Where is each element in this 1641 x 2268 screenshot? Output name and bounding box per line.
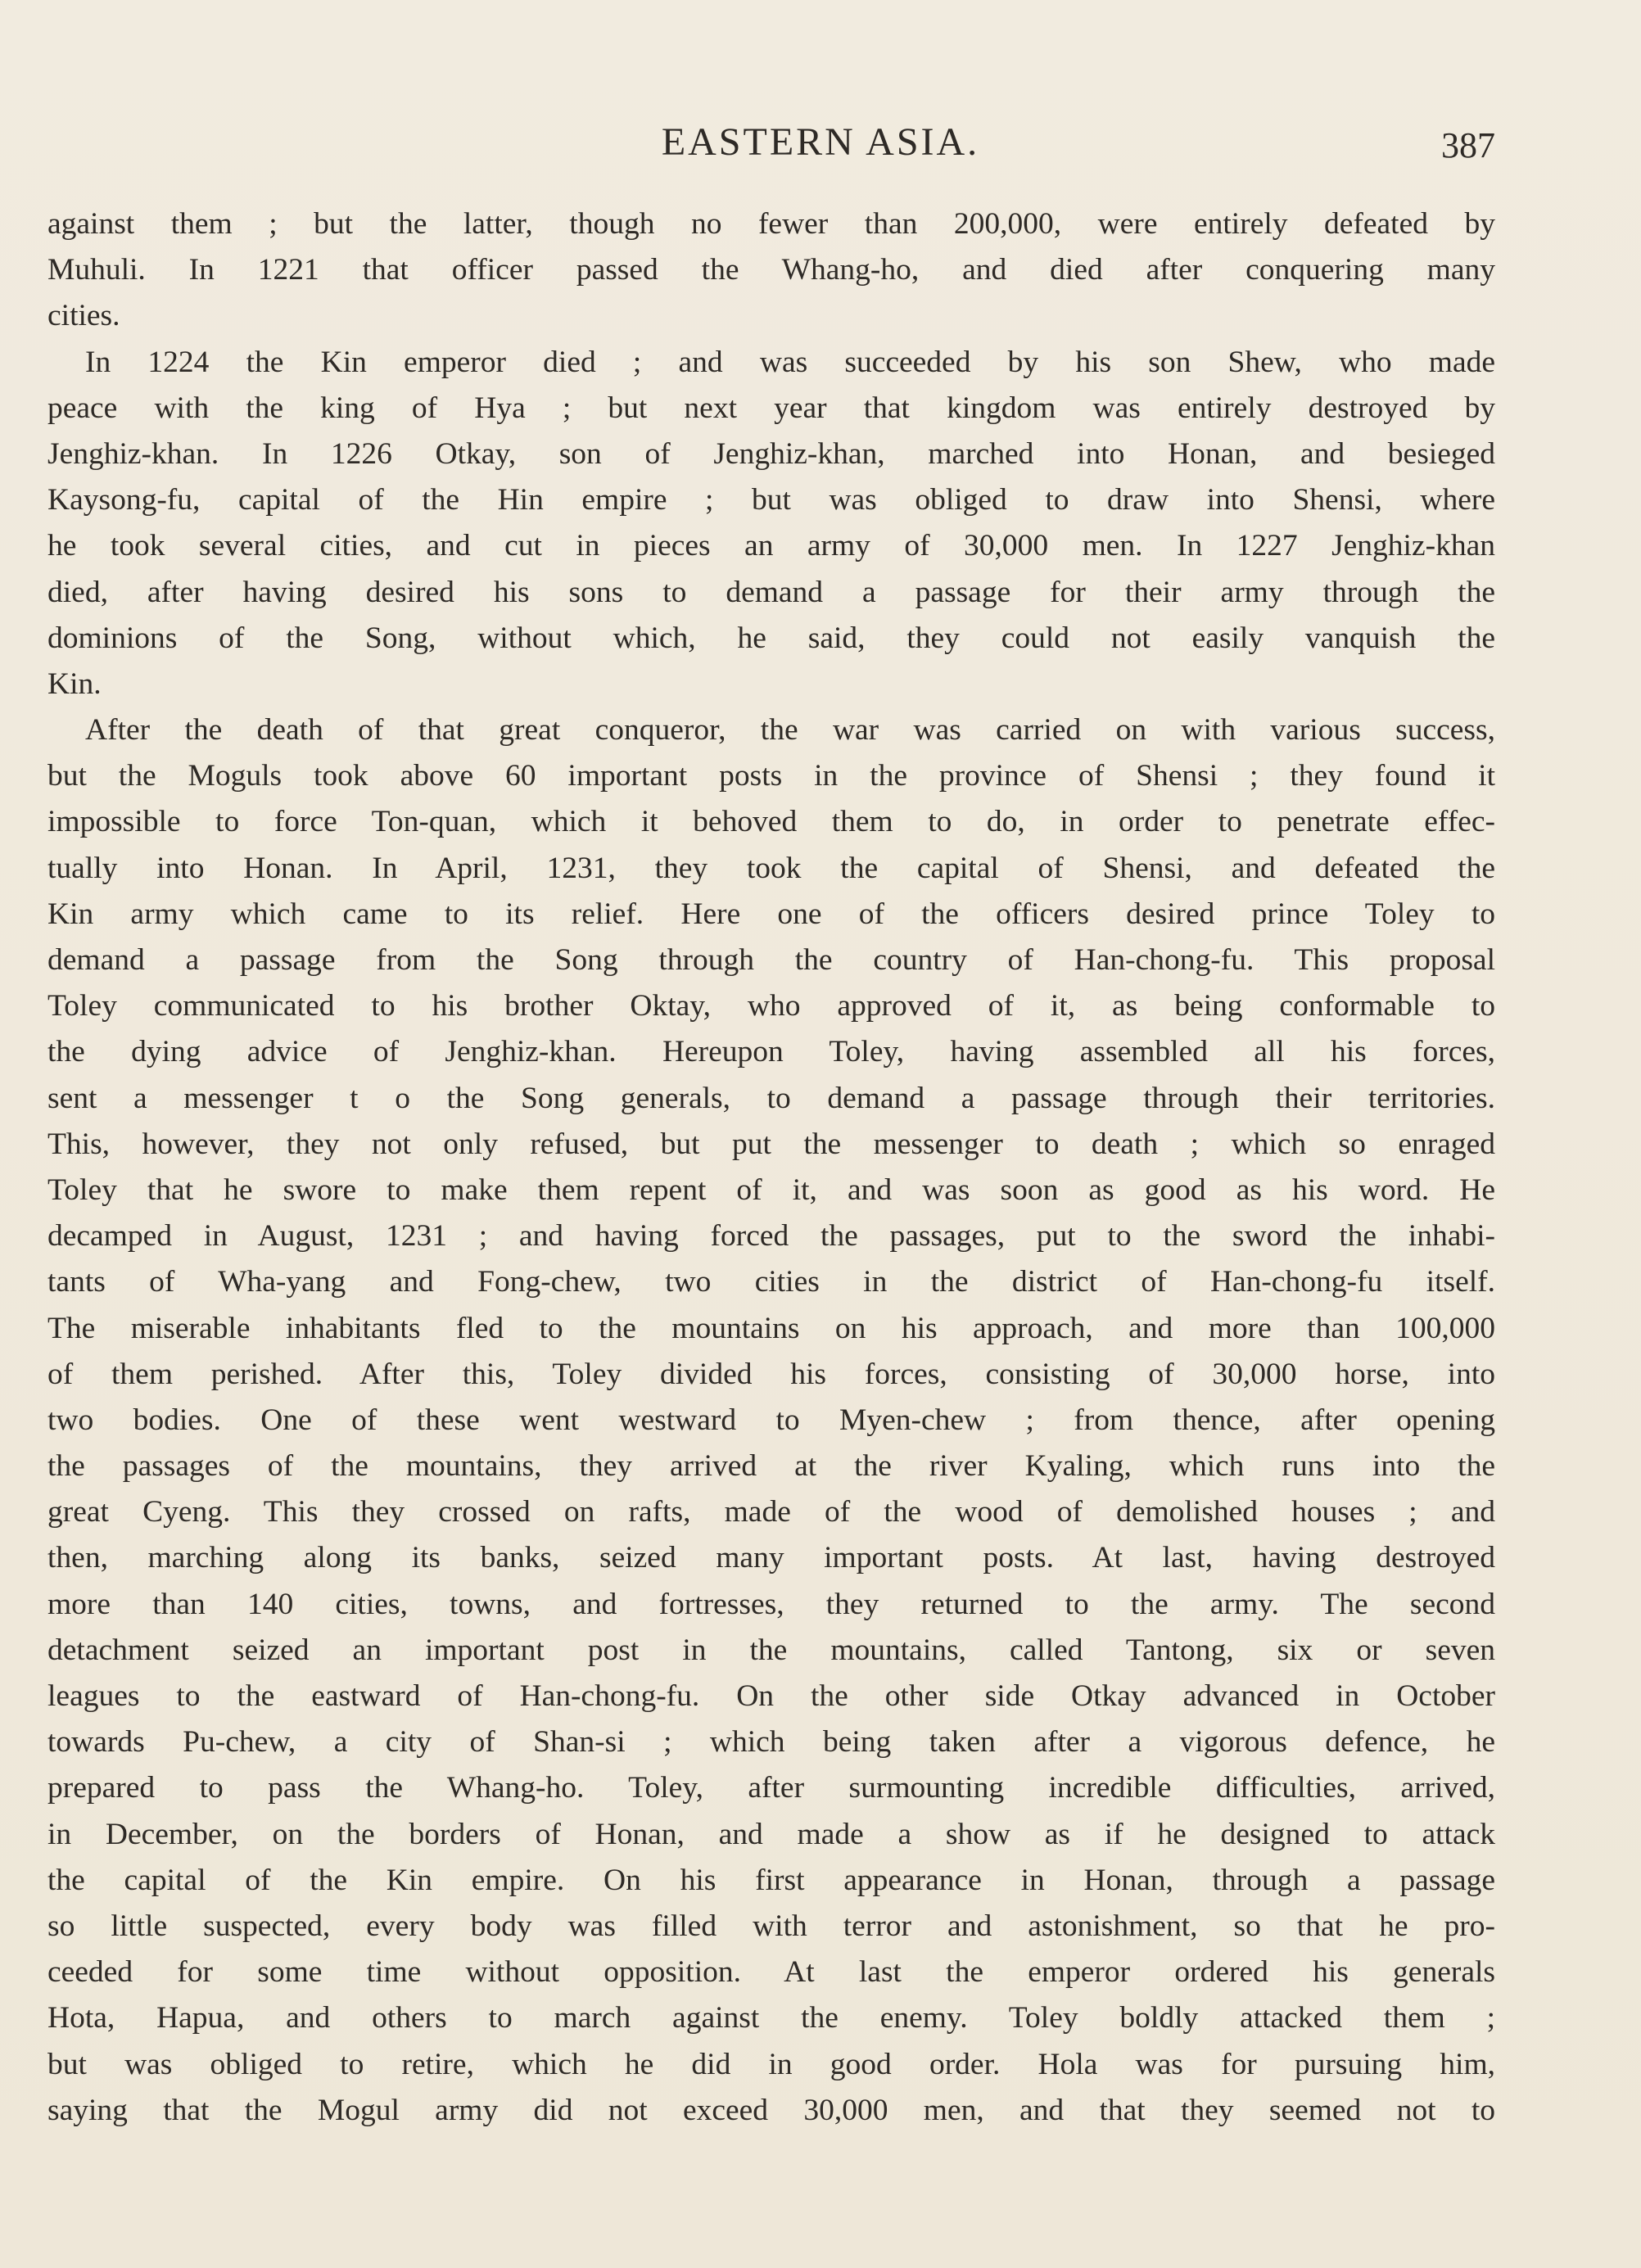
text-line: leagues to the eastward of Han-chong-fu. On the other side Otkay advanced in October [47, 1679, 1495, 1713]
text-line: decamped in August, 1231 ; and having forced the passages, put to the sword the inhabi- [47, 1219, 1495, 1254]
text-line: Muhuli. In 1221 that officer passed the Whang-ho, and died after conquering many [47, 253, 1495, 287]
text-line: two bodies. One of these went westward to Myen-chew ; from thence, after opening [47, 1403, 1495, 1437]
text-line: dominions of the Song, without which, he said, they could not easily vanquish the [47, 621, 1495, 655]
text-line: tants of Wha-yang and Fong-chew, two cities in the district of Han-chong-fu itself. [47, 1265, 1495, 1299]
text-line: against them ; but the latter, though no fewer than 200,000, were entirely defeated by [47, 207, 1495, 241]
text-line: then, marching along its banks, seized many important posts. At last, having destroyed [47, 1541, 1495, 1575]
text-line: Kin army which came to its relief. Here one of the officers desired prince Toley to [47, 897, 1495, 931]
paragraph-3 [47, 707, 1495, 2134]
text-line: detachment seized an important post in the mountains, called Tantong, six or seven [47, 1633, 1495, 1667]
text-line: demand a passage from the Song through the country of Han-chong-fu. This proposal [47, 943, 1495, 977]
running-title: EASTERN ASIA. [661, 120, 980, 164]
paragraph-2 [47, 340, 1495, 708]
text-line: In 1224 the Kin emperor died ; and was succeeded by his son Shew, who made [85, 345, 1495, 379]
text-line: Kin. [47, 666, 102, 701]
text-line: died, after having desired his sons to demand a passage for their army through the [47, 575, 1495, 609]
text-line: of them perished. After this, Toley divided his forces, consisting of 30,000 horse, into [47, 1357, 1495, 1391]
text-line: cities. [47, 299, 120, 333]
text-line: impossible to force Ton-quan, which it behoved them to do, in order to penetrate effec- [47, 805, 1495, 839]
text-line: sent a messenger t o the Song generals, to demand a passage through their territories. [47, 1081, 1495, 1115]
text-line: so little suspected, every body was filled with terror and astonishment, so that he pro- [47, 1909, 1495, 1943]
text-line: saying that the Mogul army did not exceed 30,000 men, and that they seemed not to [47, 2093, 1495, 2127]
text-line: prepared to pass the Whang-ho. Toley, after surmounting incredible difficulties, arrived, [47, 1771, 1495, 1805]
text-line: towards Pu-chew, a city of Shan-si ; which being taken after a vigorous defence, he [47, 1725, 1495, 1760]
text-line: great Cyeng. This they crossed on rafts, made of the wood of demolished houses ; and [47, 1495, 1495, 1529]
text-line: the passages of the mountains, they arrived at the river Kyaling, which runs into the [47, 1449, 1495, 1484]
text-line: Toley communicated to his brother Oktay, who approved of it, as being conformable to [47, 989, 1495, 1023]
text-line: the capital of the Kin empire. On his first appearance in Honan, through a passage [47, 1863, 1495, 1897]
text-line: he took several cities, and cut in pieces an army of 30,000 men. In 1227 Jenghiz-khan [47, 529, 1495, 563]
text-line: The miserable inhabitants fled to the mountains on his approach, and more than 100,000 [47, 1311, 1495, 1345]
text-line: Kaysong-fu, capital of the Hin empire ; but was obliged to draw into Shensi, where [47, 483, 1495, 517]
text-line: but was obliged to retire, which he did in good order. Hola was for pursuing him, [47, 2047, 1495, 2081]
text-line: ceeded for some time without opposition. At last the emperor ordered his generals [47, 1955, 1495, 1990]
body-text [47, 201, 1495, 2134]
text-line: in December, on the borders of Honan, and made a show as if he designed to attack [47, 1817, 1495, 1851]
text-line: Jenghiz-khan. In 1226 Otkay, son of Jenghiz-khan, marched into Honan, and besieged [47, 436, 1495, 471]
text-line: After the death of that great conqueror, the war was carried on with various success, [85, 713, 1495, 748]
page-number: 387 [1441, 125, 1495, 165]
text-line: Hota, Hapua, and others to march against the enemy. Toley boldly attacked them ; [47, 2001, 1495, 2035]
running-head [0, 120, 1641, 169]
text-line: peace with the king of Hya ; but next year that kingdom was entirely destroyed by [47, 391, 1495, 425]
paragraph-1 [47, 201, 1495, 340]
text-line: more than 140 cities, towns, and fortresses, they returned to the army. The second [47, 1587, 1495, 1621]
text-line: This, however, they not only refused, but put the messenger to death ; which so enraged [47, 1127, 1495, 1161]
text-line: Toley that he swore to make them repent of it, and was soon as good as his word. He [47, 1172, 1495, 1207]
text-line: but the Moguls took above 60 important posts in the province of Shensi ; they found it [47, 759, 1495, 793]
text-line: tually into Honan. In April, 1231, they took the capital of Shensi, and defeated the [47, 851, 1495, 885]
text-line: the dying advice of Jenghiz-khan. Hereupon Toley, having assembled all his forces, [47, 1035, 1495, 1069]
